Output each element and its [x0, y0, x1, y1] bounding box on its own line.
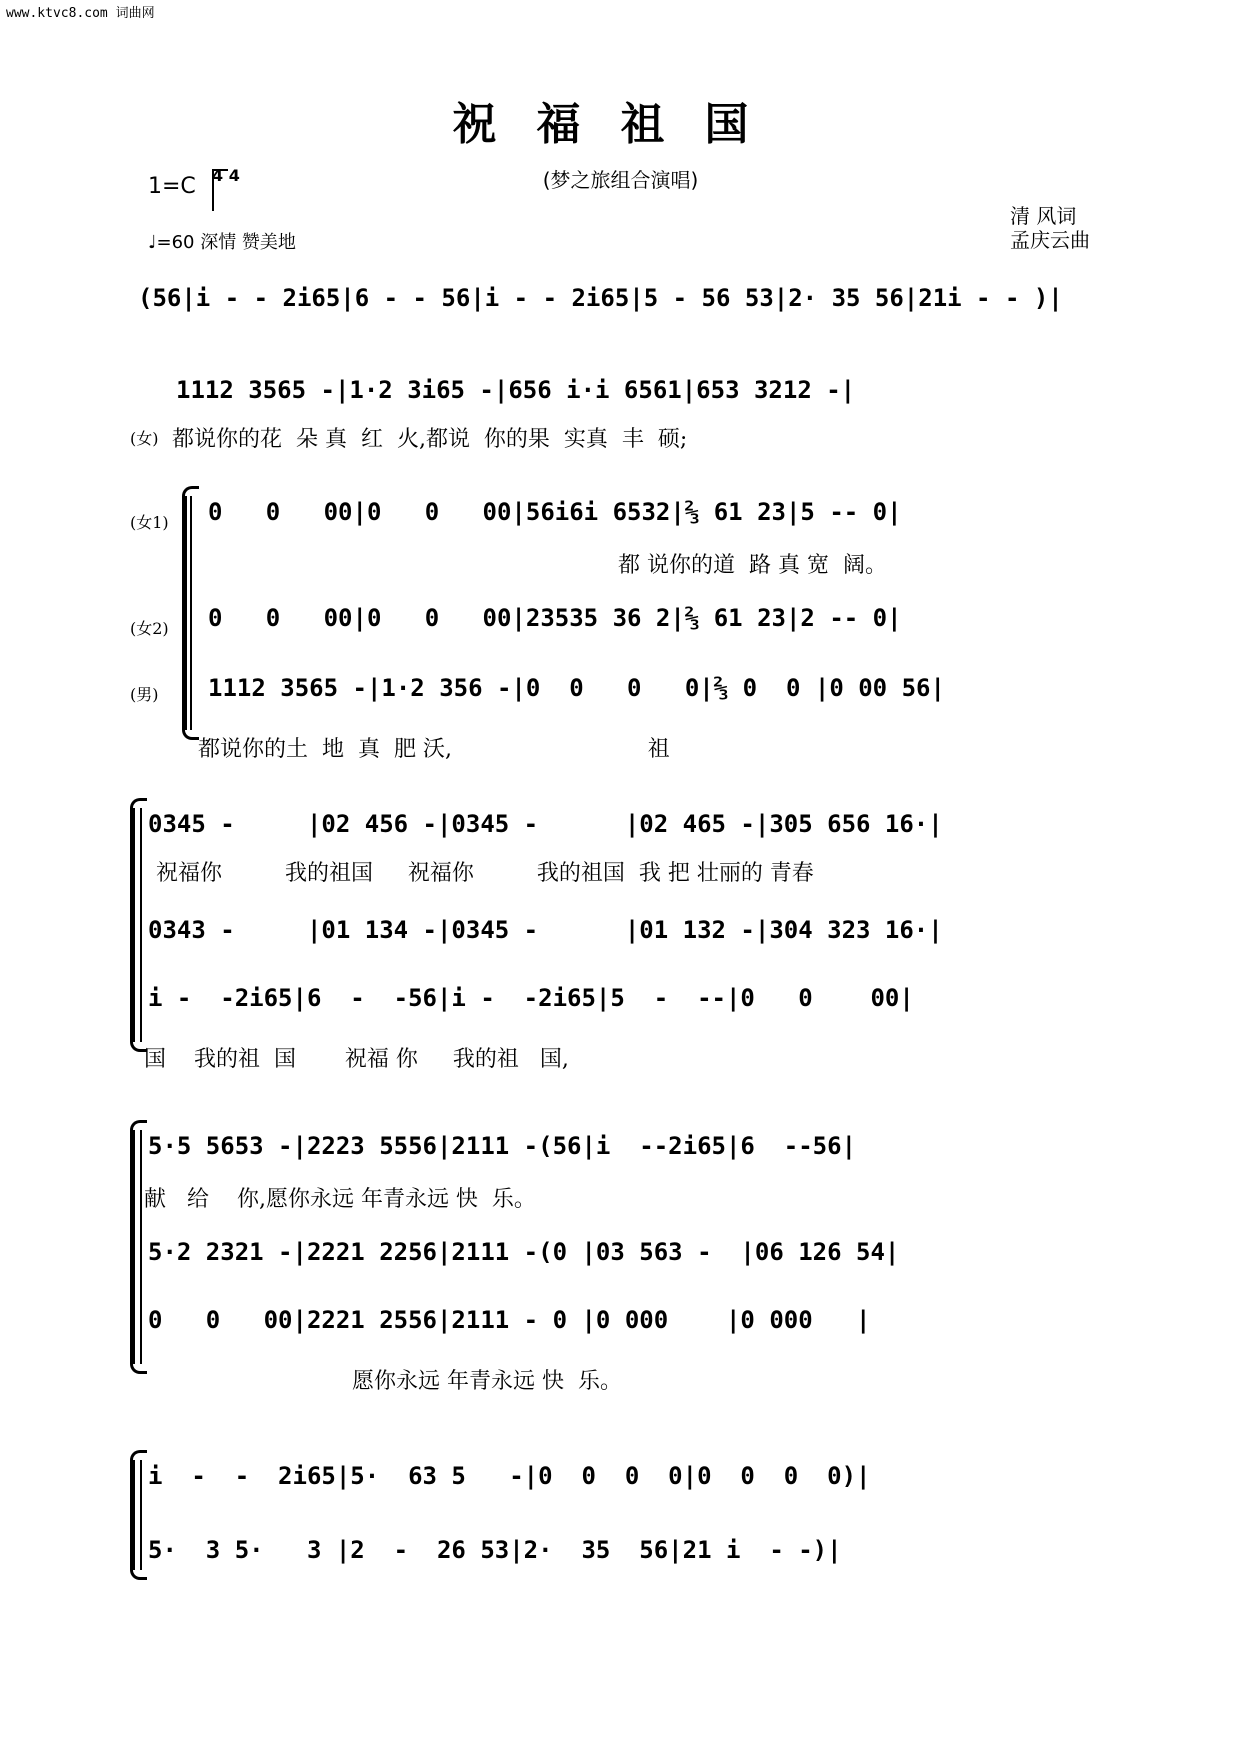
- lyric-chorus1-male: 国 我的祖 国 祝福 你 我的祖 国,: [144, 1047, 569, 1072]
- notes-coda-lower: 5· 3 5· 3 |2 - 26 53|2· 35 56|21 i - -)|: [148, 1536, 842, 1564]
- key-signature: 1=C: [148, 174, 196, 199]
- site-watermark: www.ktvc8.com 词曲网: [6, 6, 155, 21]
- performer-subtitle: (梦之旅组合演唱): [542, 168, 699, 192]
- lyric-male: 都说你的土 地 真 肥 沃, 祖: [198, 737, 670, 762]
- notes-female1: 0 0 00|0 0 00|56i6i 6532|⅔ 61 23|5 -- 0|: [208, 498, 902, 526]
- composer: 孟庆云曲: [1010, 228, 1090, 252]
- notes-chorus2-alto: 5·2 2321 -|2221 2256|2111 -(0 |03 563 - |06 126 54|: [148, 1238, 900, 1266]
- lyric-chorus2-male: 愿你永远 年青永远 快 乐。: [352, 1369, 622, 1394]
- part-label-female: (女): [130, 429, 159, 448]
- lyric-verse: 都说你的花 朵 真 红 火,都说 你的果 实真 丰 硕;: [172, 427, 688, 452]
- notes-male: 1112 3565 -|1·2 356 -|0 0 0 0|⅔ 0 0 |0 00 56|: [208, 674, 945, 702]
- lyricist: 清 风词: [1010, 204, 1077, 228]
- notes-verse: 1112 3565 -|1·2 3i65 -|656 i·i 6561|653 3212 -|: [176, 376, 856, 404]
- meter-bottom: 4: [228, 166, 240, 185]
- notes-chorus2-soprano: 5·5 5653 -|2223 5556|2111 -(56|i --2i65|6 --56|: [148, 1132, 857, 1160]
- lyric-chorus1-soprano: 祝福你 我的祖国 祝福你 我的祖国 我 把 壮丽的 青春: [156, 861, 814, 886]
- tempo-marking: ♩=60 深情 赞美地: [148, 232, 296, 253]
- notes-chorus1-alto: 0343 - |01 134 -|0345 - |01 132 -|304 323 16·|: [148, 916, 943, 944]
- notes-chorus2-male: 0 0 00|2221 2556|2111 - 0 |0 000 |0 000 |: [148, 1306, 871, 1334]
- lyric-female1: 都 说你的道 路 真 宽 阔。: [618, 553, 887, 578]
- lyric-chorus2-soprano: 献 给 你,愿你永远 年青永远 快 乐。: [144, 1187, 536, 1212]
- part-label-male: (男): [130, 685, 159, 704]
- notes-chorus1-male: i - -2i65|6 - -56|i - -2i65|5 - --|0 0 00|: [148, 984, 914, 1012]
- part-label-female1: (女1): [130, 513, 169, 532]
- notes-female2: 0 0 00|0 0 00|23535 36 2|⅔ 61 23|2 -- 0|: [208, 604, 902, 632]
- notes-chorus1-soprano: 0345 - |02 456 -|0345 - |02 465 -|305 656 16·|: [148, 810, 943, 838]
- time-signature: [212, 168, 240, 184]
- credits: [1010, 204, 1090, 252]
- part-label-female2: (女2): [130, 619, 169, 638]
- notes-coda-upper: i - - 2i65|5· 63 5 -|0 0 0 0|0 0 0 0)|: [148, 1462, 871, 1490]
- song-title: 祝福祖国: [452, 99, 789, 150]
- meter-top: 4: [212, 166, 224, 185]
- notes-intro: (56|i - - 2i65|6 - - 56|i - - 2i65|5 - 56 53|2· 35 56|21i - - )|: [138, 284, 1063, 312]
